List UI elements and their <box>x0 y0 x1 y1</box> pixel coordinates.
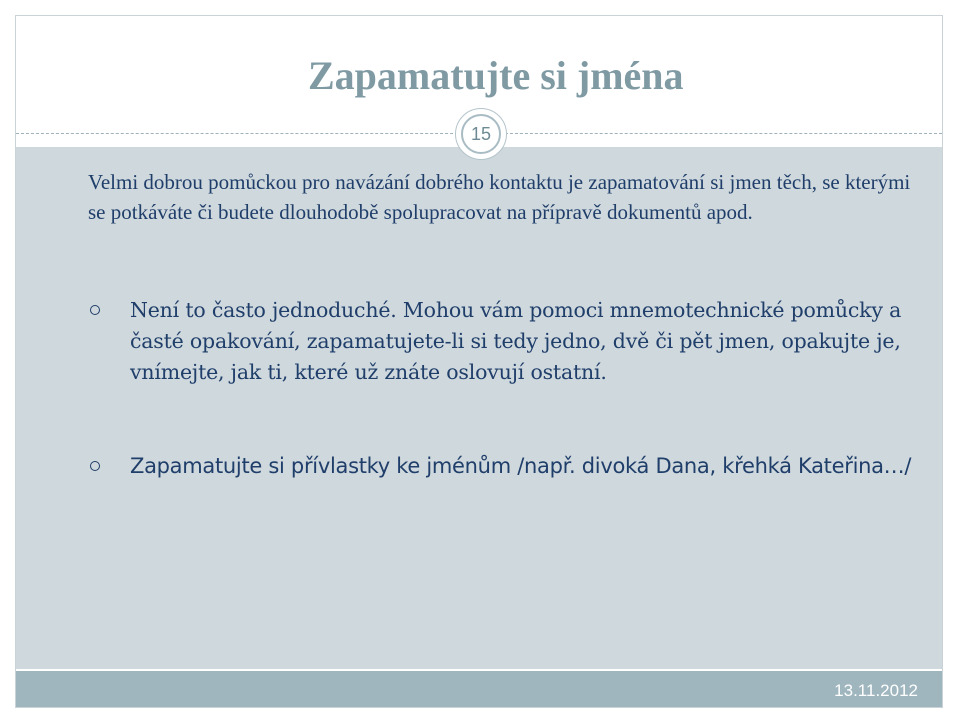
slide-title: Zapamatujte si jména <box>308 53 684 98</box>
bullet-icon <box>90 305 100 315</box>
footer-date: 13.11.2012 <box>834 681 918 700</box>
footer-bar <box>16 671 942 707</box>
intro-paragraph: Velmi dobrou pomůckou pro navázání dobrého kontaktu je zapamatování si jmen těch, se kterými se potkáváte či budete dlouhodobě spolupracovat na přípravě dokumentů apod. <box>88 170 911 224</box>
bullet-icon <box>90 461 100 471</box>
page-number-badge <box>455 108 507 160</box>
bullet-text-1: Není to často jednoduché. Mohou vám pomoci mnemotechnické pomůcky a časté opakování, zapamatujete-li si tedy jedno, dvě či pět jmen, opakujte je, vnímejte, jak ti, které už znáte oslovují ostatní. <box>130 298 902 384</box>
page-number: 15 <box>461 114 501 154</box>
bullet-text-2: Zapamatujte si přívlastky ke jménům /např. divoká Dana, křehká Kateřina…/ <box>130 454 912 478</box>
